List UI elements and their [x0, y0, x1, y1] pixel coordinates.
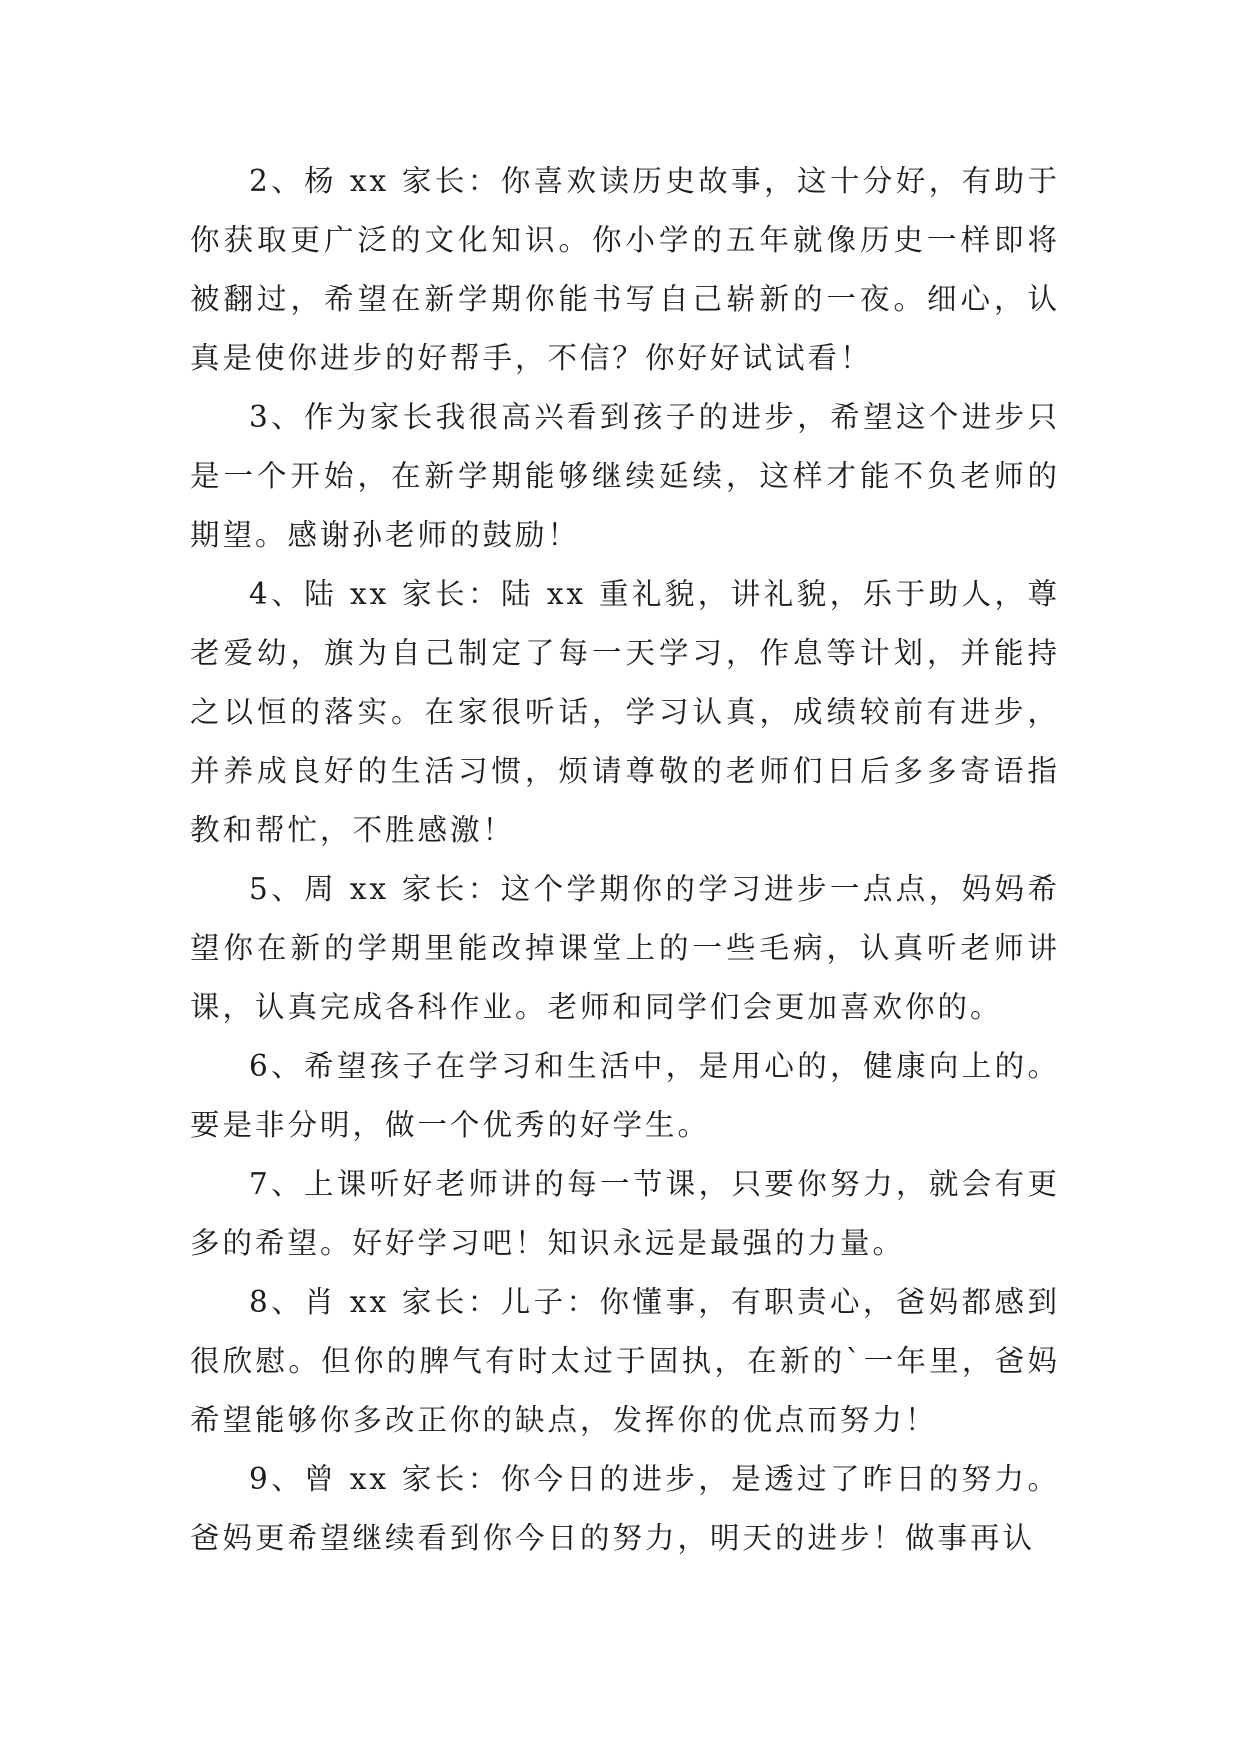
paragraph-5: 5、周 xx 家长：这个学期你的学习进步一点点，妈妈希望你在新的学期里能改掉课堂上的一些毛病，认真听老师讲课，认真完成各科作业。老师和同学们会更加喜欢你的。	[190, 872, 1060, 1024]
document-body	[190, 152, 1060, 1568]
paragraph-3: 3、作为家长我很高兴看到孩子的进步，希望这个进步只是一个开始，在新学期能够继续延续，这样才能不负老师的期望。感谢孙老师的鼓励！	[190, 400, 1060, 552]
paragraph-2: 2、杨 xx 家长：你喜欢读历史故事，这十分好，有助于你获取更广泛的文化知识。你小学的五年就像历史一样即将被翻过，希望在新学期你能书写自己崭新的一夜。细心，认真是使你进步的好帮手，不信？你好好试试看！	[190, 164, 1060, 375]
paragraph-4: 4、陆 xx 家长：陆 xx 重礼貌，讲礼貌，乐于助人，尊老爱幼，旗为自己制定了每一天学习，作息等计划，并能持之以恒的落实。在家很听话，学习认真，成绩较前有进步，并养成良好的生活习惯，烦请尊敬的老师们日后多多寄语指教和帮忙，不胜感激！	[190, 577, 1060, 847]
paragraph-6: 6、希望孩子在学习和生活中，是用心的，健康向上的。要是非分明，做一个优秀的好学生。	[190, 1049, 1060, 1142]
paragraph-9: 9、曾 xx 家长：你今日的进步，是透过了昨日的努力。爸妈更希望继续看到你今日的努力，明天的进步！做事再认	[190, 1462, 1060, 1555]
paragraph-8: 8、肖 xx 家长：儿子：你懂事，有职责心，爸妈都感到很欣慰。但你的脾气有时太过于固执，在新的`一年里，爸妈希望能够你多改正你的缺点，发挥你的优点而努力！	[190, 1285, 1060, 1437]
paragraph-7: 7、上课听好老师讲的每一节课，只要你努力，就会有更多的希望。好好学习吧！知识永远是最强的力量。	[190, 1167, 1060, 1260]
